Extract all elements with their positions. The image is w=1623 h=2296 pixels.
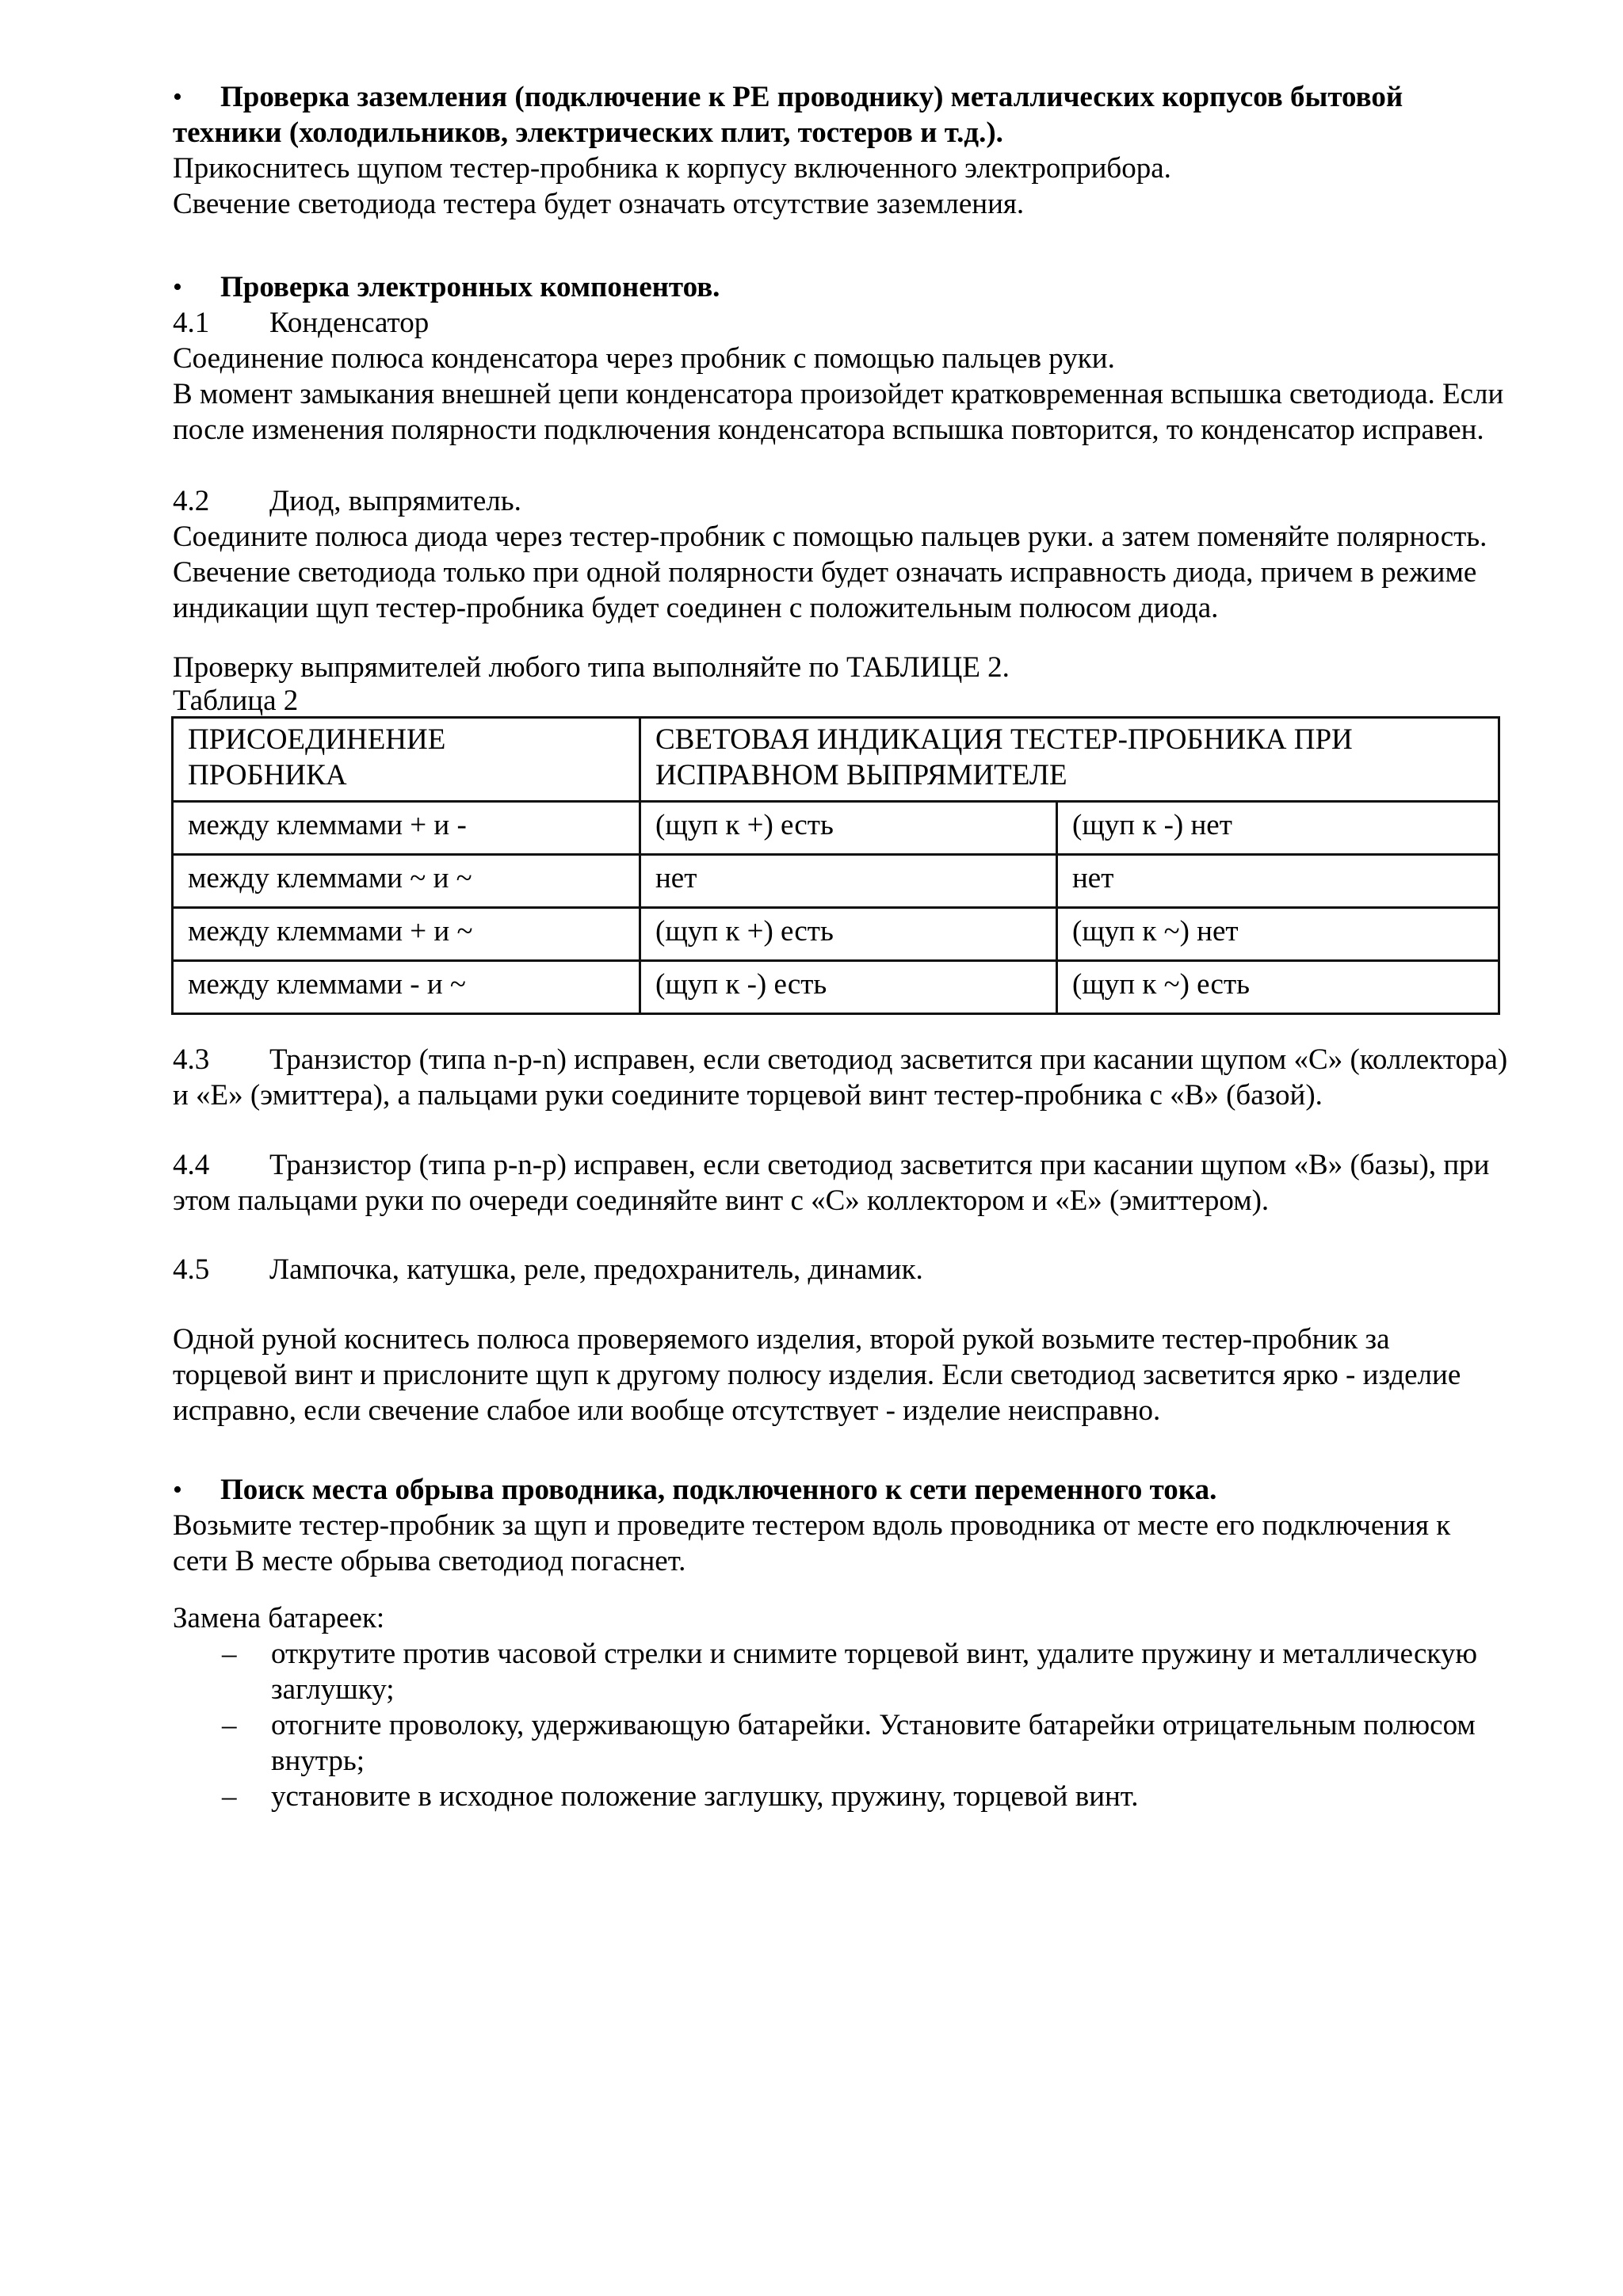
misc-text-line: торцевой винт и прислоните щуп к другому полюсу изделия. Если светодиод засветится ярко - изделие <box>173 1359 1461 1391</box>
cell-indication-b: нет <box>1057 855 1499 908</box>
battery-step-text: отогните проволоку, удерживающую батарейки. Установите батарейки отрицательным полюсом <box>271 1709 1476 1741</box>
cell-indication-a: (щуп к +) есть <box>640 802 1057 855</box>
grounding-text-line: Свечение светодиода тестера будет означать отсутствие заземления. <box>173 188 1025 220</box>
header-indication: СВЕТОВАЯ ИНДИКАЦИЯ ТЕСТЕР-ПРОБНИКА ПРИ ИСПРАВНОМ ВЫПРЯМИТЕЛЕ <box>640 718 1499 802</box>
bullet-icon: • <box>173 273 182 302</box>
item-number: 4.2 <box>173 485 210 517</box>
item-number: 4.4 <box>173 1149 210 1181</box>
npn-text-line: и «Е» (эмиттера), а пальцами руки соедините торцевой винт тестер-пробника с «В» (базой). <box>173 1079 1323 1112</box>
table-row <box>173 961 1499 1014</box>
grounding-heading-line1: Проверка заземления (подключение к РЕ проводнику) металлических корпусов бытовой <box>220 81 1403 113</box>
item-title: Лампочка, катушка, реле, предохранитель, динамик. <box>269 1253 923 1286</box>
break-search-text-line: Возьмите тестер-пробник за щуп и проведите тестером вдоль проводника от месте его подключения к <box>173 1509 1451 1542</box>
grounding-text-line: Прикоснитесь щупом тестер-пробника к корпусу включенного электроприбора. <box>173 152 1171 185</box>
cell-indication-b: (щуп к ~) есть <box>1057 961 1499 1014</box>
battery-title: Замена батареек: <box>173 1602 385 1634</box>
capacitor-text-line: после изменения полярности подключения конденсатора вспышка повторится, то конденсатор исправен. <box>173 414 1484 446</box>
diode-text-line: Соедините полюса диода через тестер-пробник с помощью пальцев руки. а затем поменяйте полярность. <box>173 521 1487 553</box>
table-caption: Таблица 2 <box>173 685 299 717</box>
grounding-heading-line2: техники (холодильников, электрических плит, тостеров и т.д.). <box>173 116 1003 149</box>
cell-indication-b: (щуп к -) нет <box>1057 802 1499 855</box>
item-number: 4.3 <box>173 1043 210 1076</box>
battery-step-text: установите в исходное положение заглушку, пружину, торцевой винт. <box>271 1780 1139 1813</box>
components-heading-text: Проверка электронных компонентов. <box>220 271 720 303</box>
bullet-icon: • <box>173 1475 182 1505</box>
break-search-heading-text: Поиск места обрыва проводника, подключенного к сети переменного тока. <box>220 1474 1217 1506</box>
table-header-row <box>173 718 1499 802</box>
misc-text-line: исправно, если свечение слабое или вообще отсутствует - изделие неисправно. <box>173 1394 1161 1427</box>
item-number: 4.5 <box>173 1253 210 1286</box>
item-text: Транзистор (типа p-n-p) исправен, если светодиод засветится при касании щупом «В» (базы), при <box>269 1149 1490 1181</box>
item-title: Конденсатор <box>269 307 430 339</box>
header-connection: ПРИСОЕДИНЕНИЕ ПРОБНИКА <box>173 718 640 802</box>
cell-indication-a: (щуп к -) есть <box>640 961 1057 1014</box>
battery-step-continuation: внутрь; <box>271 1745 365 1777</box>
table-intro: Проверку выпрямителей любого типа выполняйте по ТАБЛИЦЕ 2. <box>173 651 1010 684</box>
dash-icon: – <box>222 1709 237 1741</box>
cell-indication-b: (щуп к ~) нет <box>1057 908 1499 961</box>
capacitor-text-line: Соединение полюса конденсатора через пробник с помощью пальцев руки. <box>173 342 1115 375</box>
item-number: 4.1 <box>173 307 210 339</box>
dash-icon: – <box>222 1780 237 1813</box>
item-title: Диод, выпрямитель. <box>269 485 521 517</box>
table-row <box>173 802 1499 855</box>
item-text: Транзистор (типа n-p-n) исправен, если светодиод засветится при касании щупом «С» (коллектора) <box>269 1043 1508 1076</box>
diode-text-line: индикации щуп тестер-пробника будет соединен с положительным полюсом диода. <box>173 592 1219 624</box>
diode-text-line: Свечение светодиода только при одной полярности будет означать исправность диода, причем в режиме <box>173 556 1477 589</box>
cell-indication-a: нет <box>640 855 1057 908</box>
table-row <box>173 855 1499 908</box>
break-search-text-line: сети В месте обрыва светодиод погаснет. <box>173 1545 686 1577</box>
cell-connection: между клеммами + и ~ <box>173 908 640 961</box>
dash-icon: – <box>222 1638 237 1670</box>
cell-connection: между клеммами - и ~ <box>173 961 640 1014</box>
battery-step-continuation: заглушку; <box>271 1673 395 1706</box>
misc-text-line: Одной руной коснитесь полюса проверяемого изделия, второй рукой возьмите тестер-пробник за <box>173 1323 1390 1356</box>
cell-indication-a: (щуп к +) есть <box>640 908 1057 961</box>
rectifier-check-table <box>171 716 1500 1015</box>
cell-connection: между клеммами + и - <box>173 802 640 855</box>
cell-connection: между клеммами ~ и ~ <box>173 855 640 908</box>
capacitor-text-line: В момент замыкания внешней цепи конденсатора произойдет кратковременная вспышка светодиода. Если <box>173 378 1504 410</box>
table-row <box>173 908 1499 961</box>
pnp-text-line: этом пальцами руки по очереди соединяйте винт с «С» коллектором и «Е» (эмиттером). <box>173 1184 1270 1217</box>
battery-step-text: открутите против часовой стрелки и снимите торцевой винт, удалите пружину и металлическую <box>271 1638 1477 1670</box>
bullet-icon: • <box>173 82 182 112</box>
